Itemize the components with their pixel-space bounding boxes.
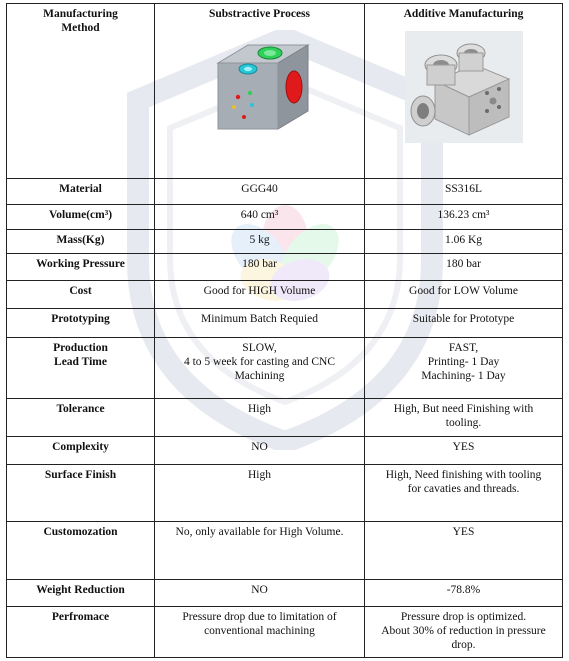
additive-value: -78.8% (365, 579, 563, 606)
table-row (7, 607, 563, 658)
table-row (7, 254, 563, 280)
comparison-table (6, 3, 563, 658)
table-row (7, 178, 563, 204)
additive-value: 136.23 cm³ (365, 205, 563, 229)
subtractive-value: No, only available for High Volume. (155, 521, 365, 579)
mfg-label-line1: Manufacturing (43, 8, 118, 20)
row-label: Surface Finish (7, 464, 155, 521)
row-label: Production Lead Time (7, 337, 155, 398)
additive-value: FAST, Printing- 1 Day Machining- 1 Day (365, 337, 563, 398)
row-label: Working Pressure (7, 254, 155, 280)
subtractive-value: 5 kg (155, 229, 365, 253)
row-label: Weight Reduction (7, 579, 155, 606)
table-row (7, 309, 563, 337)
subtractive-value: 180 bar (155, 254, 365, 280)
table-row (7, 280, 563, 308)
row-label-manufacturing-method (7, 4, 155, 179)
row-label: Volume(cm³) (7, 205, 155, 229)
column-header-additive: Additive Manufacturing (403, 8, 524, 20)
additive-header-cell (365, 4, 563, 179)
row-label: Tolerance (7, 398, 155, 437)
table-row (7, 398, 563, 437)
subtractive-header-cell (155, 4, 365, 179)
subtractive-value: Pressure drop due to limitation of conventional machining (155, 607, 365, 658)
row-label: Cost (7, 280, 155, 308)
table-row (7, 464, 563, 521)
subtractive-value: 640 cm³ (155, 205, 365, 229)
subtractive-block-icon (208, 33, 312, 143)
additive-value: YES (365, 521, 563, 579)
additive-value: SS316L (365, 178, 563, 204)
additive-value: Pressure drop is optimized. About 30% of reduction in pressure drop. (365, 607, 563, 658)
table-row (7, 337, 563, 398)
column-header-subtractive: Substractive Process (208, 8, 311, 20)
additive-value: Good for LOW Volume (365, 280, 563, 308)
table-row (7, 437, 563, 464)
subtractive-value: GGG40 (155, 178, 365, 204)
mfg-label-line2: Method (61, 22, 100, 34)
subtractive-value: Minimum Batch Requied (155, 309, 365, 337)
row-label: Material (7, 178, 155, 204)
table-row (7, 521, 563, 579)
row-label: Customozation (7, 521, 155, 579)
row-label: Mass(Kg) (7, 229, 155, 253)
additive-value: Suitable for Prototype (365, 309, 563, 337)
subtractive-value: High (155, 464, 365, 521)
subtractive-value: High (155, 398, 365, 437)
table-row (7, 229, 563, 253)
additive-value: 180 bar (365, 254, 563, 280)
row-label: Complexity (7, 437, 155, 464)
additive-manifold-icon (405, 31, 523, 143)
subtractive-value: NO (155, 437, 365, 464)
additive-value: 1.06 Kg (365, 229, 563, 253)
subtractive-value: SLOW, 4 to 5 week for casting and CNC Machining (155, 337, 365, 398)
table-row (7, 579, 563, 606)
table-row (7, 205, 563, 229)
table-row (7, 4, 563, 179)
subtractive-value: Good for HIGH Volume (155, 280, 365, 308)
additive-value: High, Need finishing with tooling for cavaties and threads. (365, 464, 563, 521)
additive-value: YES (365, 437, 563, 464)
row-label: Prototyping (7, 309, 155, 337)
subtractive-value: NO (155, 579, 365, 606)
row-label: Perfromace (7, 607, 155, 658)
additive-value: High, But need Finishing with tooling. (365, 398, 563, 437)
